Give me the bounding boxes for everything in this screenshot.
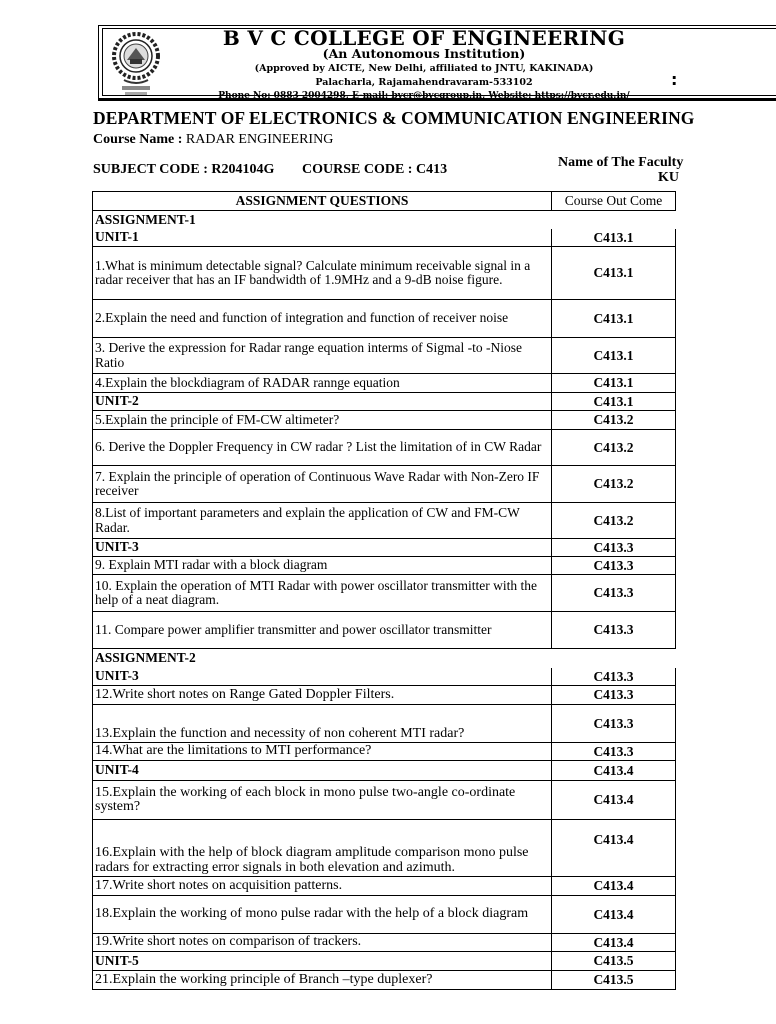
table-row (92, 300, 676, 338)
assignment-heading-row (92, 211, 676, 229)
unit-label: UNIT-3 (93, 539, 552, 556)
course-outcome: C413.3 (593, 539, 634, 555)
course-outcome: C413.2 (593, 476, 634, 491)
course-outcome: C413.4 (593, 906, 634, 922)
department-clip (0, 100, 695, 130)
question-text: 8.List of important parameters and explain the application of CW and FM-CW Radar. (93, 503, 552, 538)
col-header-outcome: Course Out Come (564, 193, 663, 208)
course-outcome: C413.5 (593, 972, 634, 987)
course-outcome: C413.3 (593, 687, 634, 702)
unit-row (92, 668, 676, 686)
unit-label: UNIT-3 (93, 668, 552, 685)
course-outcome: C413.3 (593, 622, 634, 637)
question-text: 1.What is minimum detectable signal? Calculate minimum receivable signal in a radar receiver that has an IF bandwidth of 1.9MHz and a 9-dB noise figure. (93, 247, 552, 299)
table-row (92, 820, 676, 877)
table-row (92, 338, 676, 374)
table-row (92, 247, 676, 300)
question-text: 6. Derive the Doppler Frequency in CW radar ? List the limitation of in CW Radar (93, 430, 552, 465)
table-row (92, 430, 676, 466)
question-text: 16.Explain with the help of block diagram amplitude comparison mono pulse radars for extracting error signals in both elevation and azimuth. (93, 820, 552, 876)
course-outcome: C413.1 (593, 375, 634, 390)
course-outcome: C413.2 (593, 412, 634, 427)
course-outcome: C413.4 (593, 878, 634, 893)
table-row (92, 411, 676, 430)
question-text: 21.Explain the working principle of Branch –type duplexer? (93, 971, 552, 989)
assignment-table (92, 191, 676, 990)
table-row (92, 575, 676, 612)
course-outcome: C413.4 (593, 832, 634, 847)
assignment-heading-row (92, 649, 676, 668)
question-text: 7. Explain the principle of operation of Continuous Wave Radar with Non-Zero IF receiver (93, 466, 552, 502)
college-name: B V C COLLEGE OF ENGINEERING (222, 26, 626, 50)
course-outcome: C413.3 (593, 715, 634, 731)
question-text: 5.Explain the principle of FM-CW altimeter? (93, 411, 552, 429)
question-text: 11. Compare power amplifier transmitter and power oscillator transmitter (93, 612, 552, 648)
course-outcome: C413.1 (593, 347, 634, 363)
course-name (93, 132, 333, 148)
question-text: 10. Explain the operation of MTI Radar with power oscillator transmitter with the help of a neat diagram. (93, 575, 552, 611)
table-body (92, 211, 676, 990)
table-row (92, 557, 676, 575)
question-text: 4.Explain the blockdiagram of RADAR rannge equation (93, 374, 552, 392)
table-row (92, 896, 676, 934)
table-row (92, 705, 676, 743)
col-header-questions: ASSIGNMENT QUESTIONS (93, 192, 552, 210)
subject-code: SUBJECT CODE : R204104G (93, 162, 275, 177)
unit-row (92, 229, 676, 247)
question-text: 19.Write short notes on comparison of trackers. (93, 934, 552, 951)
faculty-name: KU (658, 170, 679, 185)
course-outcome: C413.1 (593, 265, 634, 280)
table-row (92, 934, 676, 952)
course-outcome: C413.3 (593, 557, 634, 573)
course-outcome: C413.4 (593, 792, 634, 807)
table-row (92, 877, 676, 896)
course-outcome: C413.1 (593, 229, 634, 245)
department-title: DEPARTMENT OF ELECTRONICS & COMMUNICATION ENGINEERING (93, 108, 695, 128)
unit-row (92, 539, 676, 557)
autonomous-line: (An Autonomous Institution) (322, 46, 526, 61)
address-line: Palacharla, Rajamahendravaram-533102 (315, 77, 533, 88)
table-row (92, 503, 676, 539)
unit-label: UNIT-1 (93, 229, 552, 246)
unit-label: UNIT-2 (93, 393, 552, 410)
course-outcome: C413.1 (593, 310, 634, 326)
unit-label: UNIT-5 (93, 952, 552, 970)
question-text: 2.Explain the need and function of integration and function of receiver noise (93, 300, 552, 337)
course-outcome: C413.1 (593, 393, 634, 409)
table-row (92, 686, 676, 705)
faculty-clip (540, 150, 684, 190)
assignment-heading: ASSIGNMENT-2 (95, 650, 196, 666)
question-text: 14.What are the limitations to MTI performance? (93, 743, 552, 760)
table-header-row (92, 191, 676, 211)
course-name-label: Course Name : (93, 132, 186, 147)
table-row (92, 743, 676, 761)
table-row (92, 466, 676, 503)
course-outcome: C413.4 (593, 762, 634, 778)
question-text: 9. Explain MTI radar with a block diagram (93, 557, 552, 574)
college-logo-icon (110, 28, 162, 98)
question-text: 18.Explain the working of mono pulse radar with the help of a block diagram (93, 896, 552, 933)
question-text: 13.Explain the function and necessity of non coherent MTI radar? (93, 705, 552, 742)
question-text: 12.Write short notes on Range Gated Doppler Filters. (93, 686, 552, 704)
contact-line: Phone No: 0883 2004298, E-mail: bvcr@bvcgroup.in, Website: https://bvcr.edu.in/ (218, 91, 630, 101)
course-outcome: C413.2 (593, 439, 634, 455)
table-row (92, 612, 676, 649)
course-code: COURSE CODE : C413 (302, 162, 448, 177)
assignment-heading: ASSIGNMENT-1 (95, 211, 196, 227)
table-row (92, 781, 676, 820)
side-mark: : (671, 70, 678, 89)
table-row (92, 374, 676, 393)
course-outcome: C413.3 (593, 668, 634, 684)
faculty-label: Name of The Faculty (558, 155, 684, 170)
unit-label: UNIT-4 (93, 761, 552, 780)
question-text: 15.Explain the working of each block in mono pulse two-angle co-ordinate system? (93, 781, 552, 819)
approval-line: (Approved by AICTE, New Delhi, affiliated to JNTU, KAKINADA) (254, 63, 594, 74)
question-text: 3. Derive the expression for Radar range equation interms of Sigmal -to -Niose Ratio (93, 338, 552, 373)
unit-row (92, 393, 676, 411)
course-outcome: C413.5 (593, 953, 634, 968)
unit-row (92, 761, 676, 781)
course-outcome: C413.3 (593, 743, 634, 759)
table-row (92, 971, 676, 990)
course-outcome: C413.3 (593, 585, 634, 600)
course-outcome: C413.2 (593, 512, 634, 528)
course-name-value: RADAR ENGINEERING (185, 132, 334, 147)
question-text: 17.Write short notes on acquisition patterns. (93, 877, 552, 895)
unit-row (92, 952, 676, 971)
course-outcome: C413.4 (593, 934, 634, 950)
